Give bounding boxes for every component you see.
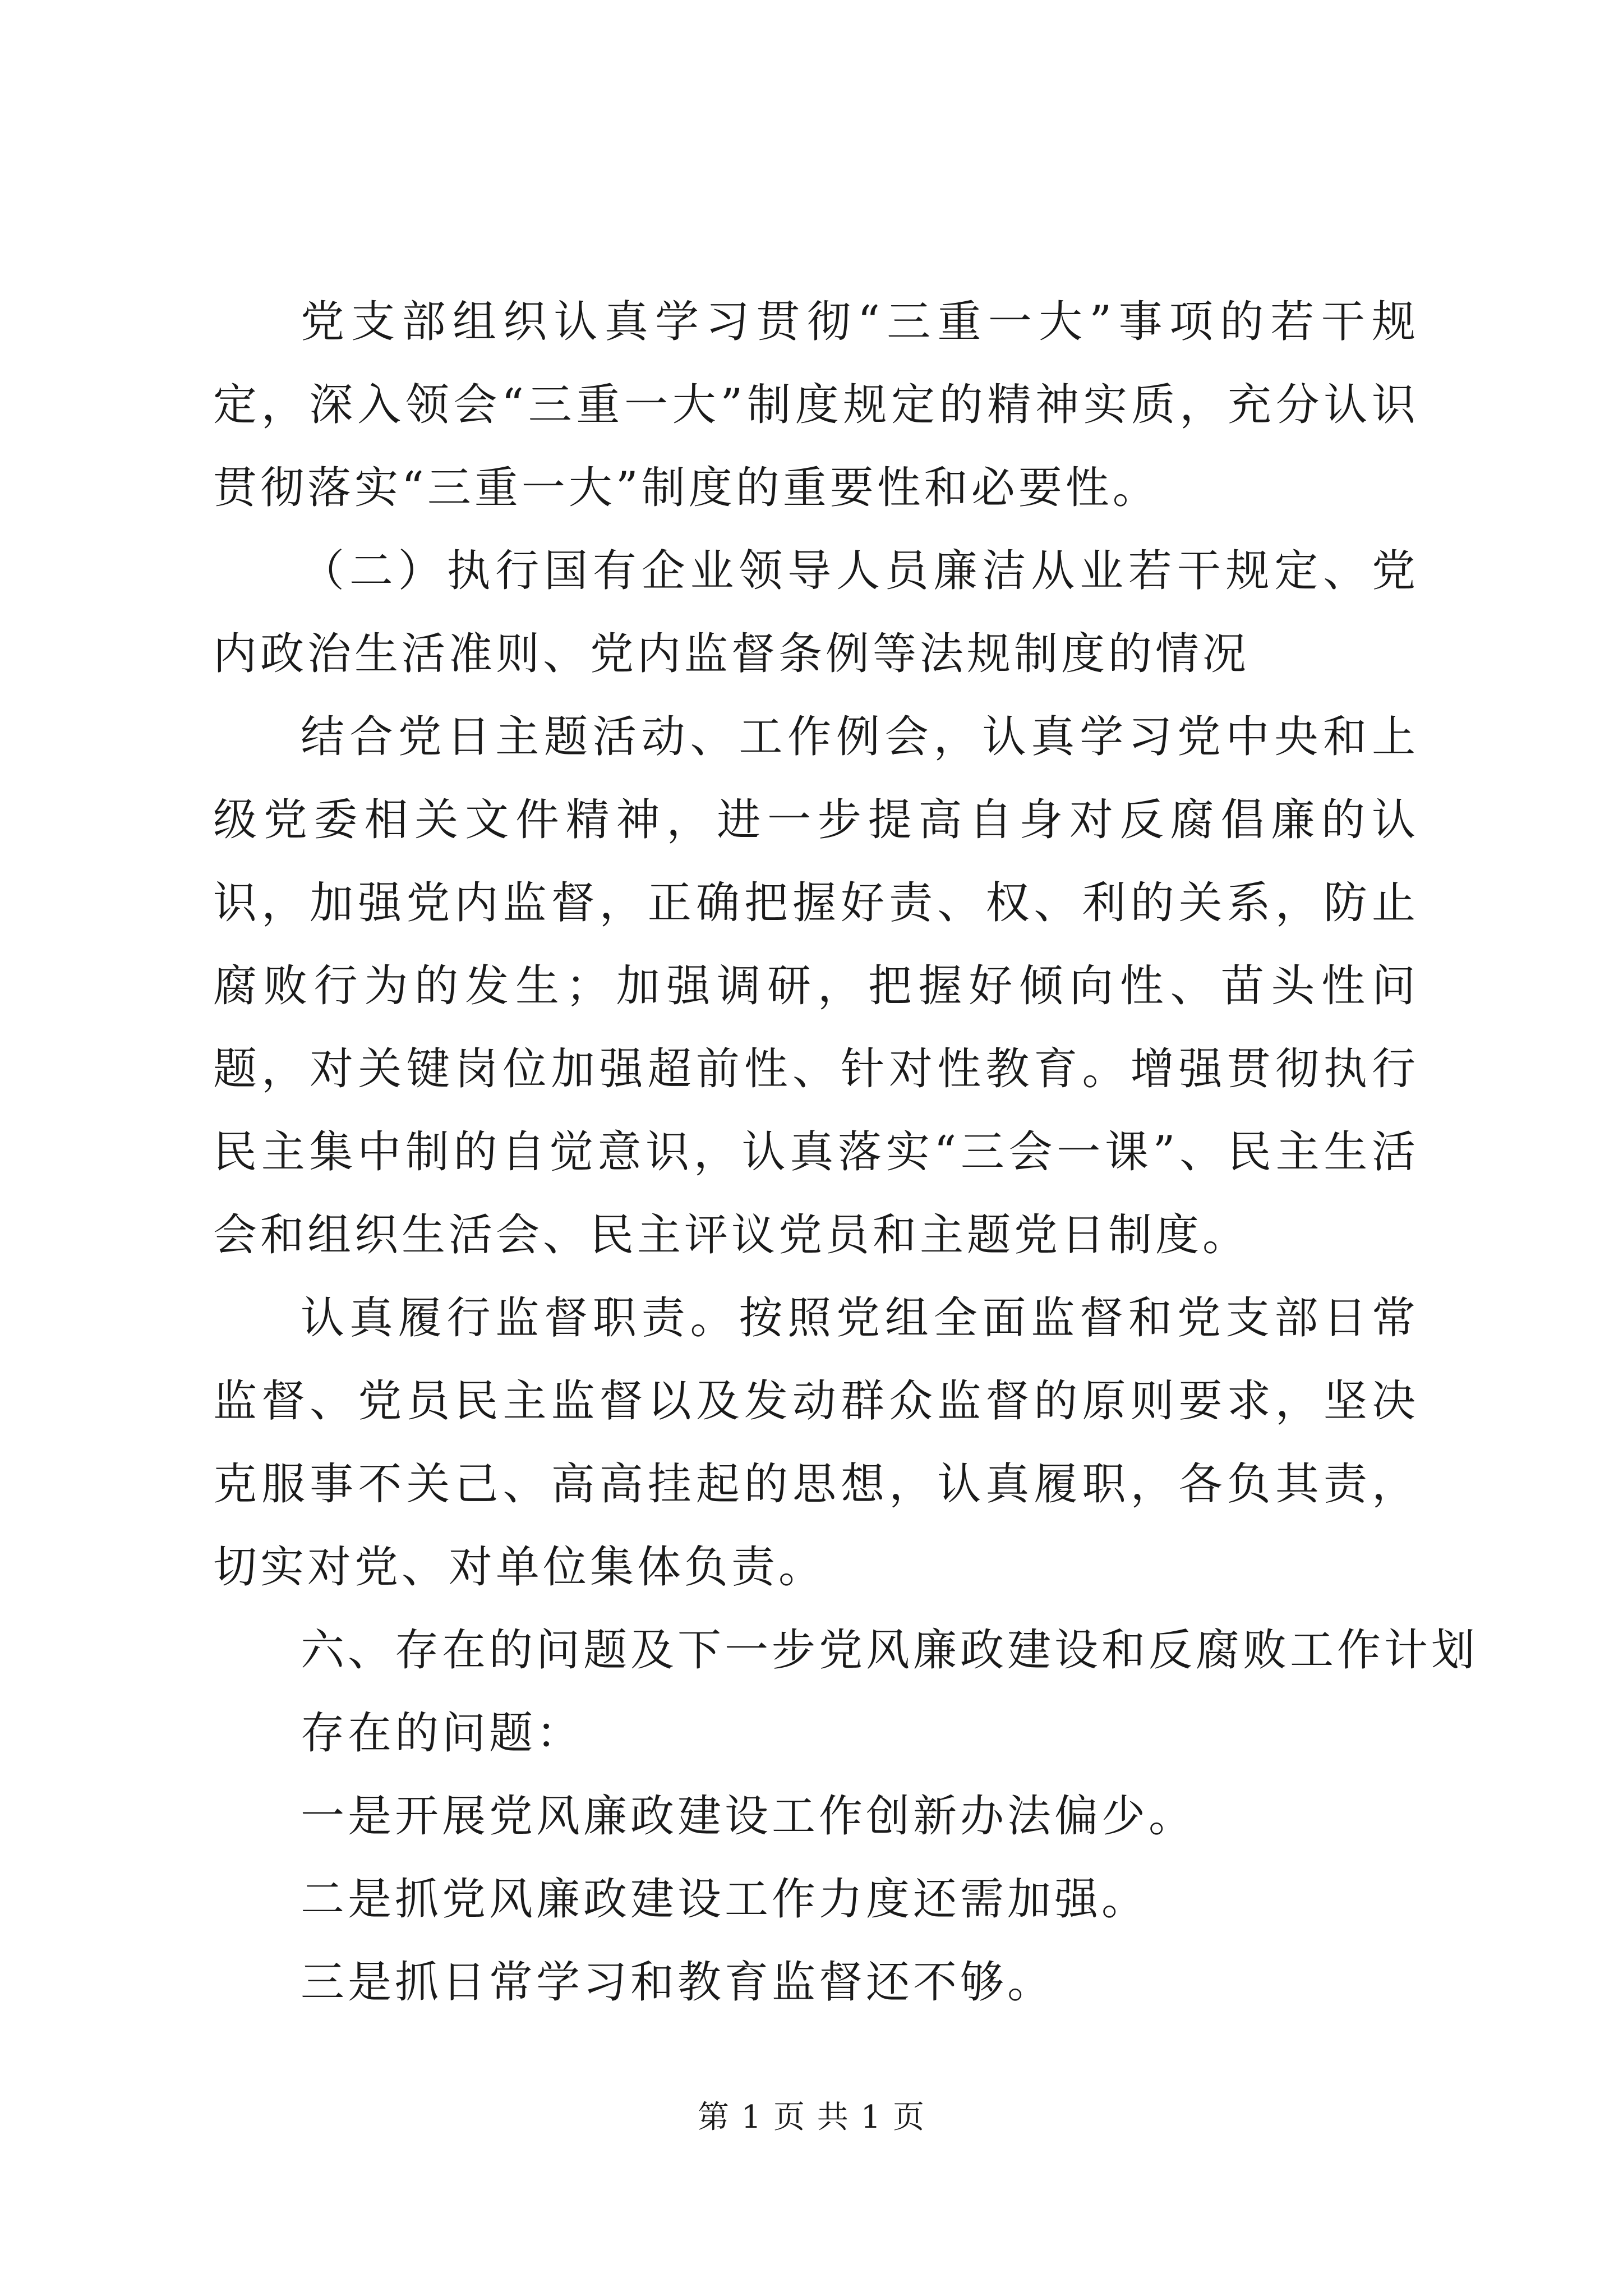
problem-item-1: 一是开展党风廉政建设工作创新办法偏少。 xyxy=(301,1791,1196,1842)
section-heading-6: 六、存在的问题及下一步党风廉政建设和反腐败工作计划 xyxy=(301,1625,1479,1676)
problem-item-2: 二是抓党风廉政建设工作力度还需加强。 xyxy=(301,1874,1149,1925)
document-body xyxy=(213,280,1479,2024)
page-footer: 第 1 页 共 1 页 xyxy=(697,2099,926,2136)
paragraph-party-day-activities: 结合党日主题活动、工作例会，认真学习党中央和上级党委相关文件精神，进一步提高自身对反腐倡廉的认识，加强党内监督，正确把握好责、权、利的关系，防止腐败行为的发生；加强调研，把握好倾向性、苗头性问题，对关键岗位加强超前性、针对性教育。增强贯彻执行民主集中制的自觉意识，认真落实“三会一课”、民主生活会和组织生活会、民主评议党员和主题党日制度。 xyxy=(213,712,1419,1260)
paragraph-supervision-duties: 认真履行监督职责。按照党组全面监督和党支部日常监督、党员民主监督以及发动群众监督的原则要求，坚决克服事不关己、高高挂起的思想，认真履职，各负其责，切实对党、对单位集体负责。 xyxy=(213,1293,1419,1593)
problem-item-3: 三是抓日常学习和教育监督还不够。 xyxy=(301,1957,1055,2008)
paragraph-san-zhong-yi-da: 党支部组织认真学习贯彻“三重一大”事项的若干规定，深入领会“三重一大”制度规定的精神实质，充分认识贯彻落实“三重一大”制度的重要性和必要性。 xyxy=(213,297,1419,513)
section-heading-2: （二）执行国有企业领导人员廉洁从业若干规定、党内政治生活准则、党内监督条例等法规制度的情况 xyxy=(213,546,1419,679)
problems-label: 存在的问题： xyxy=(301,1708,584,1759)
